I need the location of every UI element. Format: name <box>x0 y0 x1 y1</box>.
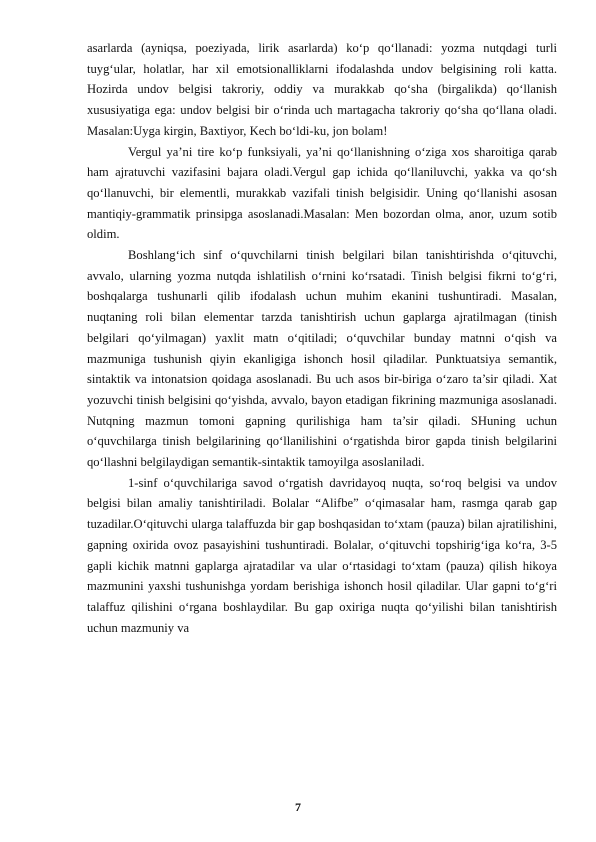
paragraph-first-grade: 1-sinf o‘quvchilariga savod o‘rgatish davridayoq nuqta, so‘roq belgisi va undov belgisi bilan amaliy tanishtiriladi. Bolalar “Alifbe” o‘qimasalar ham, rasmga qarab gap tuzadilar.O‘qituvchi ularga talaffuzda bir gap boshqasidan to‘xtam (pauza) bilan ajratilishini, gapning oxirida ovoz pasayishini tushuntiradi. Bolalar, o‘qituvchi topshirig‘iga ko‘ra, 3-5 gapli kichik matnni gaplarga ajratadilar va ular o‘rtasidagi to‘xtam (pauza) qilish hikoya mazmunini yaxshi tushunishga yordam berishiga ishonch hosil qiladilar. Ular gapni to‘g‘ri talaffuz qilishini o‘rgana boshlaydilar. Bu gap oxiriga nuqta qo‘yilishi bilan tanishtirish uchun mazmuniy va <box>87 475 557 635</box>
body-text <box>87 38 557 638</box>
paragraph-comma-usage: Vergul ya’ni tire ko‘p funksiyali, ya’ni qo‘llanishning o‘ziga xos sharoitiga qarab ham ajratuvchi vazifasini bajara oladi.Vergul gap ichida qo‘llaniluvchi, yakka va qo‘sh qo‘llanuvchi, bir elementli, murakkab vazifali tinish belgisidir. Uning qo‘llanishi asosan mantiqiy-grammatik prinsipga asoslanadi.Masalan: Men bozordan olma, anor, uzum sotib oldim. <box>87 144 557 242</box>
paragraph-continuation: asarlarda (ayniqsa, poeziyada, lirik asarlarda) ko‘p qo‘llanadi: yozma nutqdagi turli tuyg‘ular, holatlar, har xil emotsionalliklarni ifodalashda undov belgisining roli katta. Hozirda undov belgisi takroriy, oddiy va murakkab qo‘sha (birgalikda) qo‘llanish xususiyatiga ega: undov belgisi bir o‘rinda uch martagacha takroriy qo‘sha qo‘llana oladi. Masalan:Uyga kirgin, Baxtiyor, Kech bo‘ldi-ku, jon bolam! <box>87 41 557 138</box>
page-number: 7 <box>295 800 301 814</box>
paragraph-primary-teaching: Boshlang‘ich sinf o‘quvchilarni tinish belgilari bilan tanishtirishda o‘qituvchi, avvalo, ularning yozma nutqda ishlatilish o‘rnini ko‘rsatadi. Tinish belgisi fikrni to‘g‘ri, boshqalarga tushunarli qilib ifodalash uchun muhim ekanini tushuntiradi. Masalan, nuqtaning roli bilan elementar tarzda tanishtirish uchun gaplarga ajratilmagan (tinish belgilari qo‘yilmagan) yaxlit matn o‘qitiladi; o‘quvchilar bunday matnni o‘qish va mazmuniga tushunish qiyin ekanligiga ishonch hosil qiladilar. Punktuatsiya semantik, sintaktik va intonatsion qoidaga asoslanadi. Bu uch asos bir-biriga o‘zaro ta’sir qiladi. Xat yozuvchi tinish belgisini qo‘yishda, avvalo, bayon etadigan fikrining mazmuniga asoslanadi. Nutqning mazmun tomoni gapning qurilishiga ham ta’sir qiladi. SHuning uchun o‘quvchilarga tinish belgilarining qo‘llanilishini o‘rgatishda biror gapda tinish belgilarini qo‘llashni belgilaydigan semantik-sintaktik tamoyilga asoslaniladi. <box>87 248 557 470</box>
